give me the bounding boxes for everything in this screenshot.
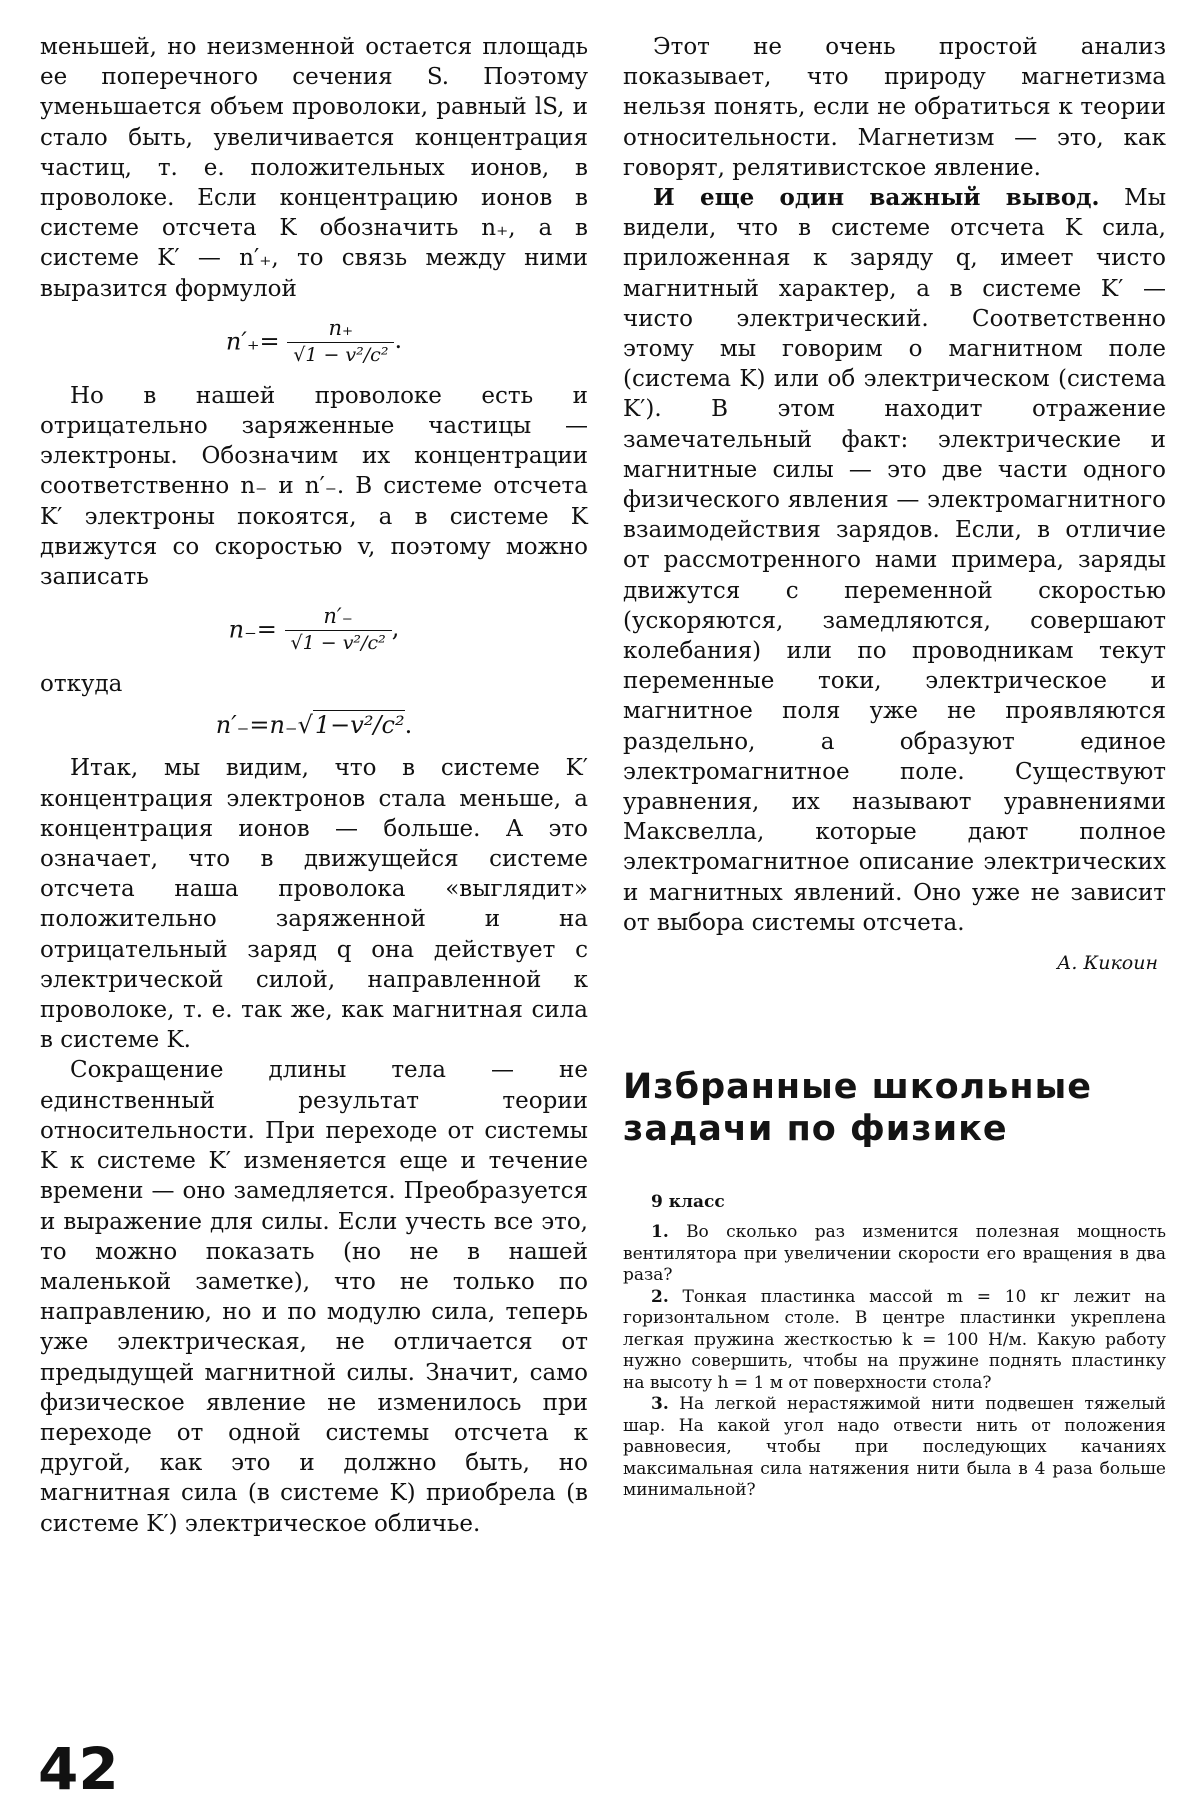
paragraph: Итак, мы видим, что в системе K′ концентрация электронов стала меньше, а концентрация ионов — больше. А это означает, что в движущейся системе отсчета наша проволока «выглядит» положительно заряженной и на отрицательный заряд q она действует с электрической силой, направленной к проволоке, т. е. так же, как магнитная сила в системе K. bbox=[40, 755, 588, 1054]
section-title: Избранные школьные задачи по физике bbox=[623, 1067, 1092, 1150]
paragraph: откуда bbox=[40, 671, 123, 698]
paragraph: Но в нашей проволоке есть и отрицательно заряженные частицы — электроны. Обозначим их концентрации соответственно n₋ и n′₋. В системе отсчета K′ электроны покоятся, а в системе K движутся со скоростью v, поэтому можно записать bbox=[40, 382, 588, 591]
grade-heading: 9 класс bbox=[651, 1192, 725, 1213]
task-item: 3. На легкой нерастяжимой нити подвешен тяжелый шар. На какой угол надо отвести нить от положения равновесия, чтобы при последующих качаниях максимальная сила натяжения нити была в 4 раза больше минимальной? bbox=[623, 1394, 1167, 1501]
formula-ion-concentration: n′₊= $\frac{n_+}{\text{√1 − v²/c²}}$ . bbox=[225, 315, 403, 366]
paragraph: И еще один важный вывод. Мы видели, что в системе отсчета K сила, приложенная к заряду q, имеет чисто магнитный характер, а в системе K′ — чисто электрический. Соответственно этому мы говорим о магнитном поле (система K) или об электрическом (система K′). В этом находит отражение замечательный факт: электрические и магнитные силы — это две части одного физического явления — электромагнитного взаимодействия зарядов. Если, в отличие от рассмотренного нами примера, заряды движутся с переменной скоростью (ускоряются, замедляются, совершают колебания) или по проводникам текут переменные токи, электрическое и магнитное поля уже не проявляются раздельно, а образуют единое электромагнитное поле. Существуют уравнения, их называют уравнениями Максвелла, которые дают полное электромагнитное описание электрических и магнитных явлений. Оно уже не зависит от выбора системы отсчета. bbox=[623, 184, 1167, 936]
left-column bbox=[40, 32, 588, 1539]
paragraph: Этот не очень простой анализ показывает, что природу магнетизма нельзя понять, если не обратиться к теории относительности. Магнетизм — это, как говорят, релятивистское явление. bbox=[623, 34, 1166, 181]
page-number: 42 bbox=[38, 1735, 119, 1803]
formula-electron-concentration-result: n′₋=n₋√1−v²/c². bbox=[215, 711, 413, 740]
task-item: 2. Тонкая пластинка массой m = 10 кг лежит на горизонтальном столе. В центре пластинки укреплена легкая пружина жесткостью k = 100 Н/м. Какую работу нужно совершить, чтобы на пружине поднять пластинку на высоту h = 1 м от поверхности стола? bbox=[623, 1286, 1166, 1393]
right-column bbox=[623, 32, 1166, 1502]
formula-electron-concentration: n₋= $\frac{n'_-}{\text{√1 − v²/c²}}$ , bbox=[228, 604, 400, 655]
author-signature: А. Кикоин bbox=[1057, 952, 1158, 975]
paragraph: меньшей, но неизменной остается площадь ее поперечного сечения S. Поэтому уменьшается объем проволоки, равный lS, и стало быть, увеличивается концентрация частиц, т. е. положительных ионов, в проволоке. Если концентрацию ионов в системе отсчета K обозначить n₊, а в системе K′ — n′₊, то связь между ними выразится формулой bbox=[40, 34, 588, 302]
task-item: 1. Во сколько раз изменится полезная мощность вентилятора при увеличении скорости его вращения в два раза? bbox=[623, 1222, 1166, 1286]
paragraph: Сокращение длины тела — не единственный результат теории относительности. При переходе от системы K к системе K′ изменяется еще и течение времени — оно замедляется. Преобразуется и выражение для силы. Если учесть все это, то можно показать (но не в нашей маленькой заметке), что не только по направлению, но и по модулю сила, теперь уже электрическая, не отличается от предыдущей магнитной силы. Значит, само физическое явление не изменилось при переходе от одной системы отсчета к другой, как это и должно быть, но магнитная сила (в системе K) приобрела (в системе K′) электрическое обличье. bbox=[40, 1057, 588, 1537]
